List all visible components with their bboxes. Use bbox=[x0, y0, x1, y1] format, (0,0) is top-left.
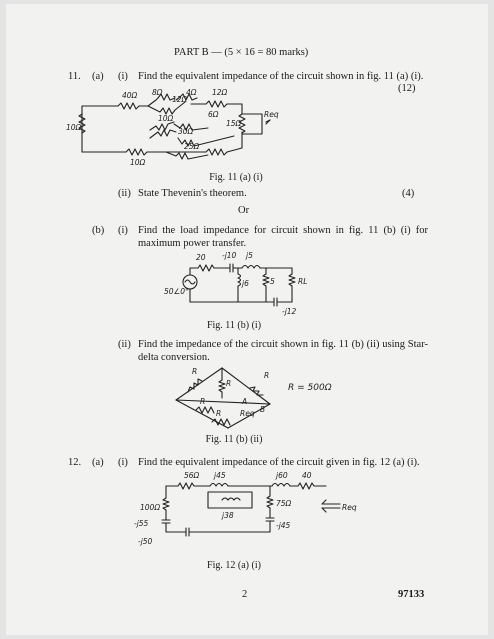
figure-11bii-circuit bbox=[166, 364, 406, 434]
fig11bi-label-8: -j12 bbox=[282, 307, 297, 316]
q11aii-text: State Thevenin's theorem. bbox=[138, 188, 247, 199]
paper-code: 97133 bbox=[398, 589, 425, 600]
fig12ai-label-10: -j50 bbox=[138, 537, 153, 546]
q11aii-roman: (ii) bbox=[118, 188, 131, 199]
q11-number: 11. bbox=[68, 71, 81, 82]
fig11ai-label-9: 10Ω bbox=[158, 114, 174, 123]
q11ai-text: Find the equivalent impedance of the circuit shown in fig. 11 (a) (i). bbox=[138, 71, 424, 82]
fig11bi-label-1: 20 bbox=[196, 253, 206, 262]
fig11bi-label-2: -j10 bbox=[222, 251, 237, 260]
or-separator: Or bbox=[238, 205, 250, 216]
fig11ai-label-4: 4Ω bbox=[186, 88, 197, 97]
fig12ai-label-4: 40 bbox=[302, 471, 312, 480]
fig12ai-label-11: -j45 bbox=[276, 521, 291, 530]
fig11ai-label-6: 10Ω bbox=[66, 123, 82, 132]
q11bii-roman: (ii) bbox=[118, 339, 131, 350]
fig12ai-label-7: 75Ω bbox=[276, 499, 292, 508]
fig11ai-label-2: 8Ω bbox=[152, 88, 163, 97]
q11a-label: (a) bbox=[92, 71, 104, 82]
fig11ai-label-3: 12Ω bbox=[172, 95, 188, 104]
figure-11bi-circuit bbox=[164, 248, 328, 318]
q11bii-text: Find the impedance of the circuit shown in fig. 11 (b) (ii) using Star-delta conversion. bbox=[138, 339, 428, 363]
figure-11ai-circuit bbox=[66, 90, 316, 170]
q11bi-roman: (i) bbox=[118, 225, 128, 236]
fig11bii-label-9: B bbox=[260, 405, 266, 414]
page-number: 2 bbox=[242, 589, 248, 600]
fig12ai-label-5: 100Ω bbox=[140, 503, 161, 512]
q12a-label: (a) bbox=[92, 457, 104, 468]
fig11bi-label-3: j5 bbox=[246, 251, 253, 260]
fig12ai-label-9: -j55 bbox=[134, 519, 149, 528]
exam-page bbox=[6, 4, 488, 635]
q11ai-roman: (i) bbox=[118, 71, 128, 82]
fig11ai-label-8: Req bbox=[264, 110, 279, 119]
fig12ai-caption: Fig. 12 (a) (i) bbox=[207, 560, 261, 571]
fig11bii-label-8: Req bbox=[240, 409, 255, 418]
fig11bi-label-6: RL bbox=[298, 277, 308, 286]
fig11bi-label-4: j6 bbox=[242, 279, 249, 288]
fig11ai-label-11: 30Ω bbox=[178, 127, 194, 136]
q11b-label: (b) bbox=[92, 225, 105, 236]
q11ai-marks: (12) bbox=[398, 83, 416, 94]
fig12ai-label-2: j45 bbox=[214, 471, 226, 480]
fig11bii-label-2: R bbox=[264, 371, 270, 380]
q12-number: 12. bbox=[68, 457, 82, 468]
fig12ai-label-8: Req bbox=[342, 503, 357, 512]
q12ai-roman: (i) bbox=[118, 457, 128, 468]
fig11ai-label-7: 15Ω bbox=[226, 119, 242, 128]
fig11ai-label-10: 6Ω bbox=[208, 110, 219, 119]
fig11bii-caption: Fig. 11 (b) (ii) bbox=[205, 434, 263, 445]
figure-12ai-circuit bbox=[126, 470, 376, 550]
part-heading: PART B — (5 × 16 = 80 marks) bbox=[174, 47, 309, 58]
fig11ai-label-13: 25Ω bbox=[184, 142, 200, 151]
fig11bii-label-7: A bbox=[242, 397, 248, 406]
fig11bii-label-1: R bbox=[192, 367, 198, 376]
q11aii-marks: (4) bbox=[402, 188, 415, 199]
q12ai-text: Find the equivalent impedance of the circuit given in fig. 12 (a) (i). bbox=[138, 457, 420, 468]
fig12ai-label-1: 56Ω bbox=[184, 471, 200, 480]
fig11ai-caption: Fig. 11 (a) (i) bbox=[209, 172, 263, 183]
fig11bii-label-5: R bbox=[216, 409, 222, 418]
q11bi-text: Find the load impedance for circuit shown in fig. 11 (b) (i) for maximum power transfer. bbox=[138, 225, 428, 249]
fig12ai-label-3: j60 bbox=[276, 471, 288, 480]
fig12ai-label-6: j38 bbox=[222, 511, 234, 520]
fig11bii-label-4: R bbox=[200, 397, 206, 406]
fig11bi-label-5: 5 bbox=[270, 277, 275, 286]
fig11ai-label-5: 12Ω bbox=[212, 88, 228, 97]
fig11bii-label-3: R bbox=[226, 379, 232, 388]
fig11bi-label-7: 50∠0° bbox=[164, 287, 189, 296]
fig11bii-label-6: R = 500Ω bbox=[288, 383, 332, 393]
fig11ai-label-14: 10Ω bbox=[130, 158, 146, 167]
fig11bi-caption: Fig. 11 (b) (i) bbox=[206, 320, 262, 331]
fig11ai-label-1: 40Ω bbox=[122, 91, 138, 100]
